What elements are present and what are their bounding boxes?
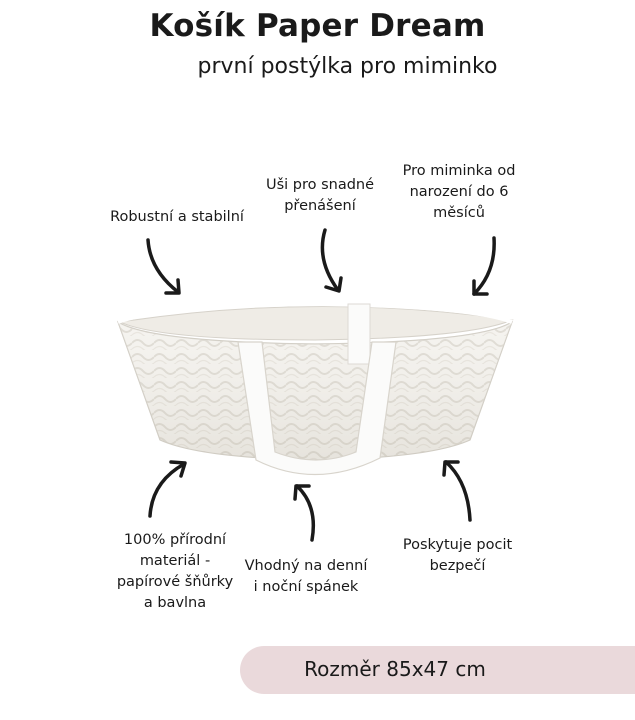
feature-material-line-2: materiál -	[139, 553, 211, 569]
feature-sturdy: Robustní a stabilní	[110, 209, 244, 225]
arrow-handles	[322, 230, 338, 290]
arrow-safety	[446, 462, 470, 520]
feature-sleep-line-1: Vhodný na denní	[244, 558, 368, 574]
feature-safety-line-1: Poskytuje pocit	[402, 537, 513, 553]
feature-handles-line-2: přenášení	[284, 198, 356, 214]
arrow-sturdy	[148, 240, 178, 292]
arrow-sleep	[297, 486, 313, 540]
size-label: Rozměr 85x47 cm	[304, 657, 486, 681]
feature-age-line-2: narození do 6	[409, 184, 509, 200]
basket-handle-back	[348, 304, 370, 364]
arrow-age	[474, 238, 494, 294]
feature-age-line-3: měsíců	[433, 205, 485, 221]
product-subtitle: první postýlka pro miminko	[197, 54, 498, 79]
feature-safety-line-2: bezpečí	[429, 558, 486, 574]
feature-material-line-1: 100% přírodní	[123, 532, 227, 548]
feature-material-line-4: a bavlna	[143, 595, 207, 611]
arrow-material	[150, 464, 184, 516]
feature-handles-line-1: Uši pro snadné	[265, 177, 375, 193]
feature-sleep-line-2: i noční spánek	[253, 579, 359, 595]
product-title: Košík Paper Dream	[149, 8, 486, 44]
feature-age-line-1: Pro miminka od	[402, 163, 516, 179]
feature-material-line-3: papírové šňůrky	[116, 574, 234, 590]
